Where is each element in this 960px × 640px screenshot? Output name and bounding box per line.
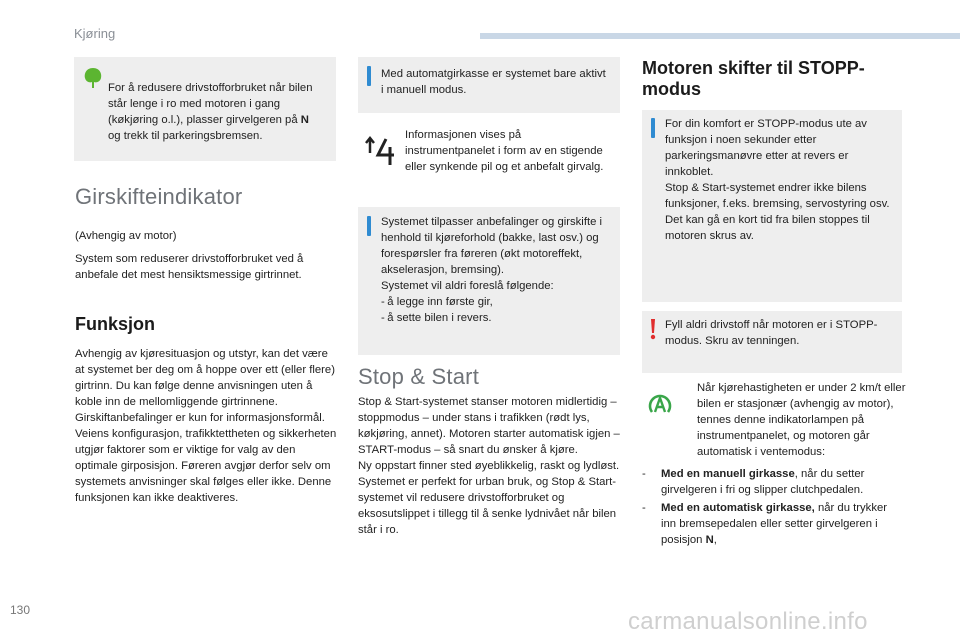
system-adapts-note xyxy=(381,214,613,326)
warning-icon xyxy=(648,318,658,340)
list-item-manual: - Med en manuell girkasse, når du setter girvelgeren i fri og slipper clutchpedalen. xyxy=(642,468,865,496)
warning-text: Fyll aldri drivstoff når motoren er i STOPP-modus. Skru av tenningen. xyxy=(665,319,878,347)
info-icon xyxy=(651,118,655,138)
indicator-text: Når kjørehastigheten er under 2 km/t eller bilen er stasjonær (avhengig av motor), tennes denne indikatorlampen på instrumentpanelet, og motoren går automatisk i ventemodus: xyxy=(697,382,906,458)
comfort-note: For din komfort er STOPP-modus ute av funksjon i noen sekunder etter parkeringsmanøvre etter at revers er innkoblet. Stop & Start-systemet endrer ikke bilens funksjoner, f.eks. bremsing, servostyring osv. Det kan gå en kort tid fra bilen stoppes til motoren skrus av. xyxy=(665,118,890,242)
info-icon xyxy=(367,216,371,236)
info-icon xyxy=(367,66,371,86)
auto-gearbox-note: Med automatgirkasse er systemet bare aktivt i manuell modus. xyxy=(381,68,606,96)
stop-start-indicator-icon xyxy=(647,391,673,417)
gear-shift-indicator-icon xyxy=(364,135,404,167)
list-item: - å legge inn første gir, xyxy=(381,296,493,308)
display-info-text: Informasjonen vises på instrumentpanelet i form av en stigende eller synkende pil og et anbefalt girvalg. xyxy=(405,129,604,173)
heading-stopp-modus: Motoren skifter til STOPP- modus xyxy=(642,58,865,99)
eco-tip-text: For å redusere drivstofforbruket når bilen står lenge i ro med motoren i gang (køkjøring o.l.), plasser girvelgeren på N og trekk til parkeringsbremsen. xyxy=(108,82,313,142)
section-label: Kjøring xyxy=(74,26,116,41)
list-item: - å sette bilen i revers. xyxy=(381,312,492,324)
page-number: 130 xyxy=(10,603,31,617)
watermark: carmanualsonline.info xyxy=(628,608,868,635)
leaf-icon xyxy=(82,66,104,90)
para-funksjon: Avhengig av kjøresituasjon og utstyr, kan det være at systemet ber deg om å hoppe over ett (eller flere) girtrinn. Du kan følge denne anvisningen uten å koble inn de mellomliggende girtrinnene. Girskiftanbefalinger er kun for informasjonsformål. Veiens konfigurasjon, trafikktettheten og sikkerheten utgjør faktorer som er viktige for valg av den optimale girposisjon. Føreren avgjør derfor selv om systemets anvisninger skal følges eller ikke. Denne funksjonen kan ikke deaktiveres. xyxy=(75,348,337,504)
heading-funksjon: Funksjon xyxy=(75,314,155,334)
para-motor-note: (Avhengig av motor) xyxy=(75,230,177,242)
header-bar xyxy=(480,33,960,39)
list-item-automatic: - Med en automatisk girkasse, når du trykker inn bremsepedalen eller setter girvelgeren i posisjon N, xyxy=(642,502,888,546)
heading-girskifteindikator: Girskifteindikator xyxy=(75,184,243,209)
para-system-desc: System som reduserer drivstofforbruket ved å anbefale det mest hensiktsmessige girtrinnet. xyxy=(75,253,304,281)
heading-stop-start: Stop & Start xyxy=(358,364,480,389)
para-stop-start: Stop & Start-systemet stanser motoren midlertidig – stoppmodus – under stans i trafikken (rødt lys, køkjøring, annet). Motoren starter automatisk igjen – START-modus – så snart du ønsker å kjøre. Ny oppstart finner sted øyeblikkelig, raskt og lydløst. Systemet er perfekt for urban bruk, og Stop & Start-systemet vil redusere drivstofforbruket og eksosutslippet i tillegg til å senke lydnivået når bilen står i ro. xyxy=(358,396,620,536)
system-adapts-text: Systemet tilpasser anbefalinger og girskifte i henhold til kjøreforhold (bakke, last osv.) og forespørsler fra føreren (økt motoreffekt, akselerasjon, bremsing). Systemet vil aldri foreslå følgende: xyxy=(381,216,603,292)
